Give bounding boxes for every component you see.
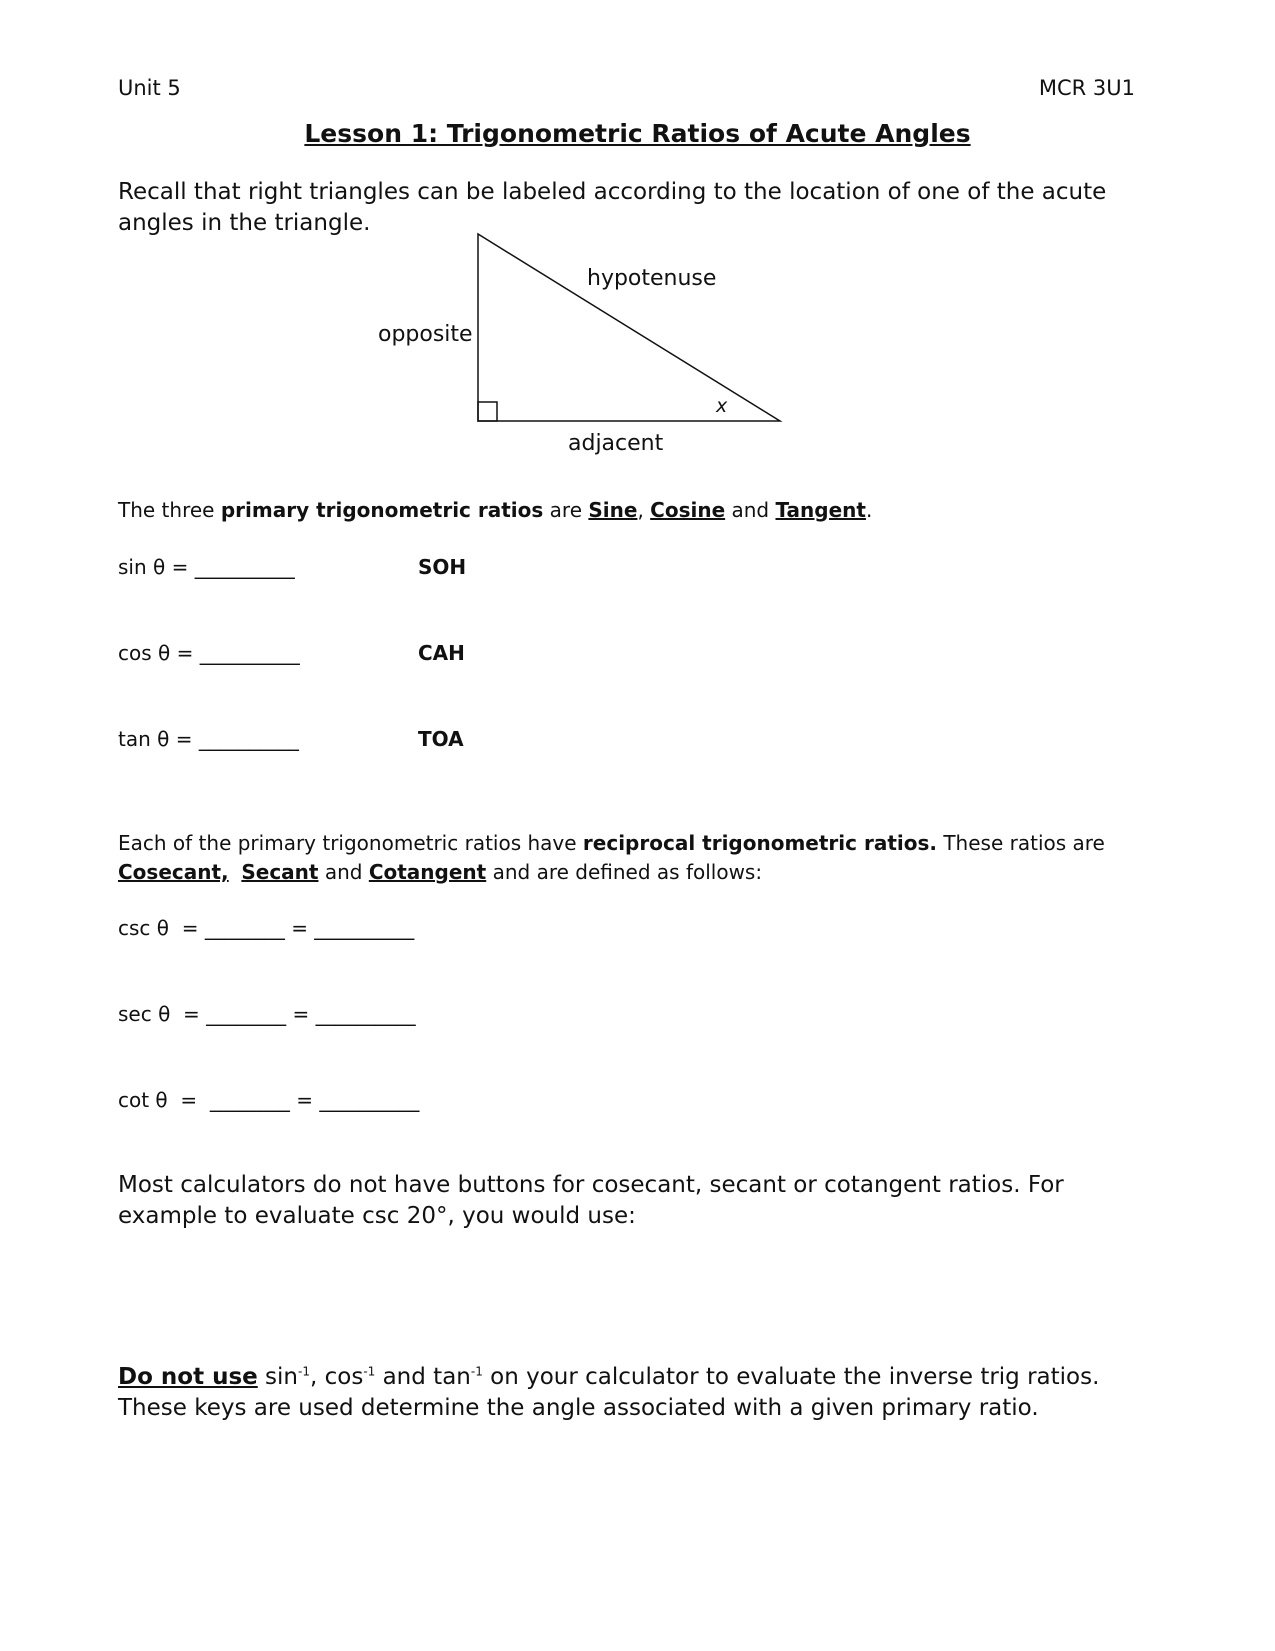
unit-label: Unit 5 [118, 76, 181, 100]
warning-sin: sin [257, 1364, 299, 1390]
sine-term: Sine [588, 498, 638, 522]
secant-term: Secant [241, 860, 319, 884]
reciprocal-text-3: and are defined as follows: [486, 860, 763, 884]
tangent-term: Tangent [775, 498, 866, 522]
toa-mnemonic: TOA [418, 727, 464, 751]
calculator-paragraph: Most calculators do not have buttons for cosecant, secant or cotangent ratios. For example to evaluate csc 20°, you would use: [118, 1172, 1064, 1229]
angle-x-label: x [716, 395, 728, 417]
cosecant-term: Cosecant, [118, 860, 229, 884]
reciprocal-and: and [318, 860, 369, 884]
right-angle-marker [478, 402, 497, 421]
primary-ratios-term: primary trigonometric ratios [220, 498, 544, 522]
sec-definition-line: sec θ = ________ = __________ [118, 1002, 416, 1026]
triangle-shape [478, 234, 780, 421]
primary-end: . [865, 498, 873, 522]
cah-mnemonic: CAH [418, 641, 465, 665]
warning-cos: , cos [309, 1364, 364, 1390]
cosine-term: Cosine [650, 498, 726, 522]
reciprocal-ratios-term: reciprocal trigonometric ratios. [582, 831, 937, 855]
primary-and: and [725, 498, 776, 522]
warning-rest: on your calculator to evaluate the inverse trig ratios. These keys are used determine the angle associated with a given primary ratio. [118, 1364, 1100, 1421]
warning-and-tan: and tan [375, 1364, 471, 1390]
reciprocal-text-1: Each of the primary trigonometric ratios have [118, 831, 583, 855]
cotangent-term: Cotangent [368, 860, 487, 884]
right-triangle-diagram [0, 0, 1275, 460]
tan-ratio-line: tan θ = __________ [118, 727, 299, 751]
primary-text-1: The three [118, 498, 221, 522]
primary-ratios-sentence [118, 496, 872, 525]
sin-ratio-line: sin θ = __________ [118, 555, 295, 579]
adjacent-label: adjacent [568, 431, 664, 456]
primary-text-2: are [543, 498, 589, 522]
sin-superscript: -1 [298, 1364, 310, 1379]
soh-mnemonic: SOH [418, 555, 467, 579]
page-title: Lesson 1: Trigonometric Ratios of Acute Angles [304, 119, 971, 148]
tan-superscript: -1 [470, 1364, 483, 1379]
warning-paragraph [118, 1362, 1158, 1424]
course-code: MCR 3U1 [1038, 76, 1135, 100]
do-not-use-term: Do not use [118, 1364, 258, 1390]
cos-superscript: -1 [363, 1364, 376, 1379]
primary-comma: , [637, 498, 651, 522]
cot-definition-line: cot θ = ________ = __________ [118, 1088, 420, 1112]
csc-definition-line: csc θ = ________ = __________ [118, 916, 415, 940]
reciprocal-text-2: These ratios are [936, 831, 1105, 855]
intro-paragraph: Recall that right triangles can be labeled according to the location of one of the acute angles in the triangle. [118, 179, 1107, 236]
opposite-label: opposite [378, 322, 473, 347]
cos-ratio-line: cos θ = __________ [118, 641, 300, 665]
hypotenuse-label: hypotenuse [587, 266, 717, 291]
reciprocal-paragraph [118, 829, 1158, 887]
